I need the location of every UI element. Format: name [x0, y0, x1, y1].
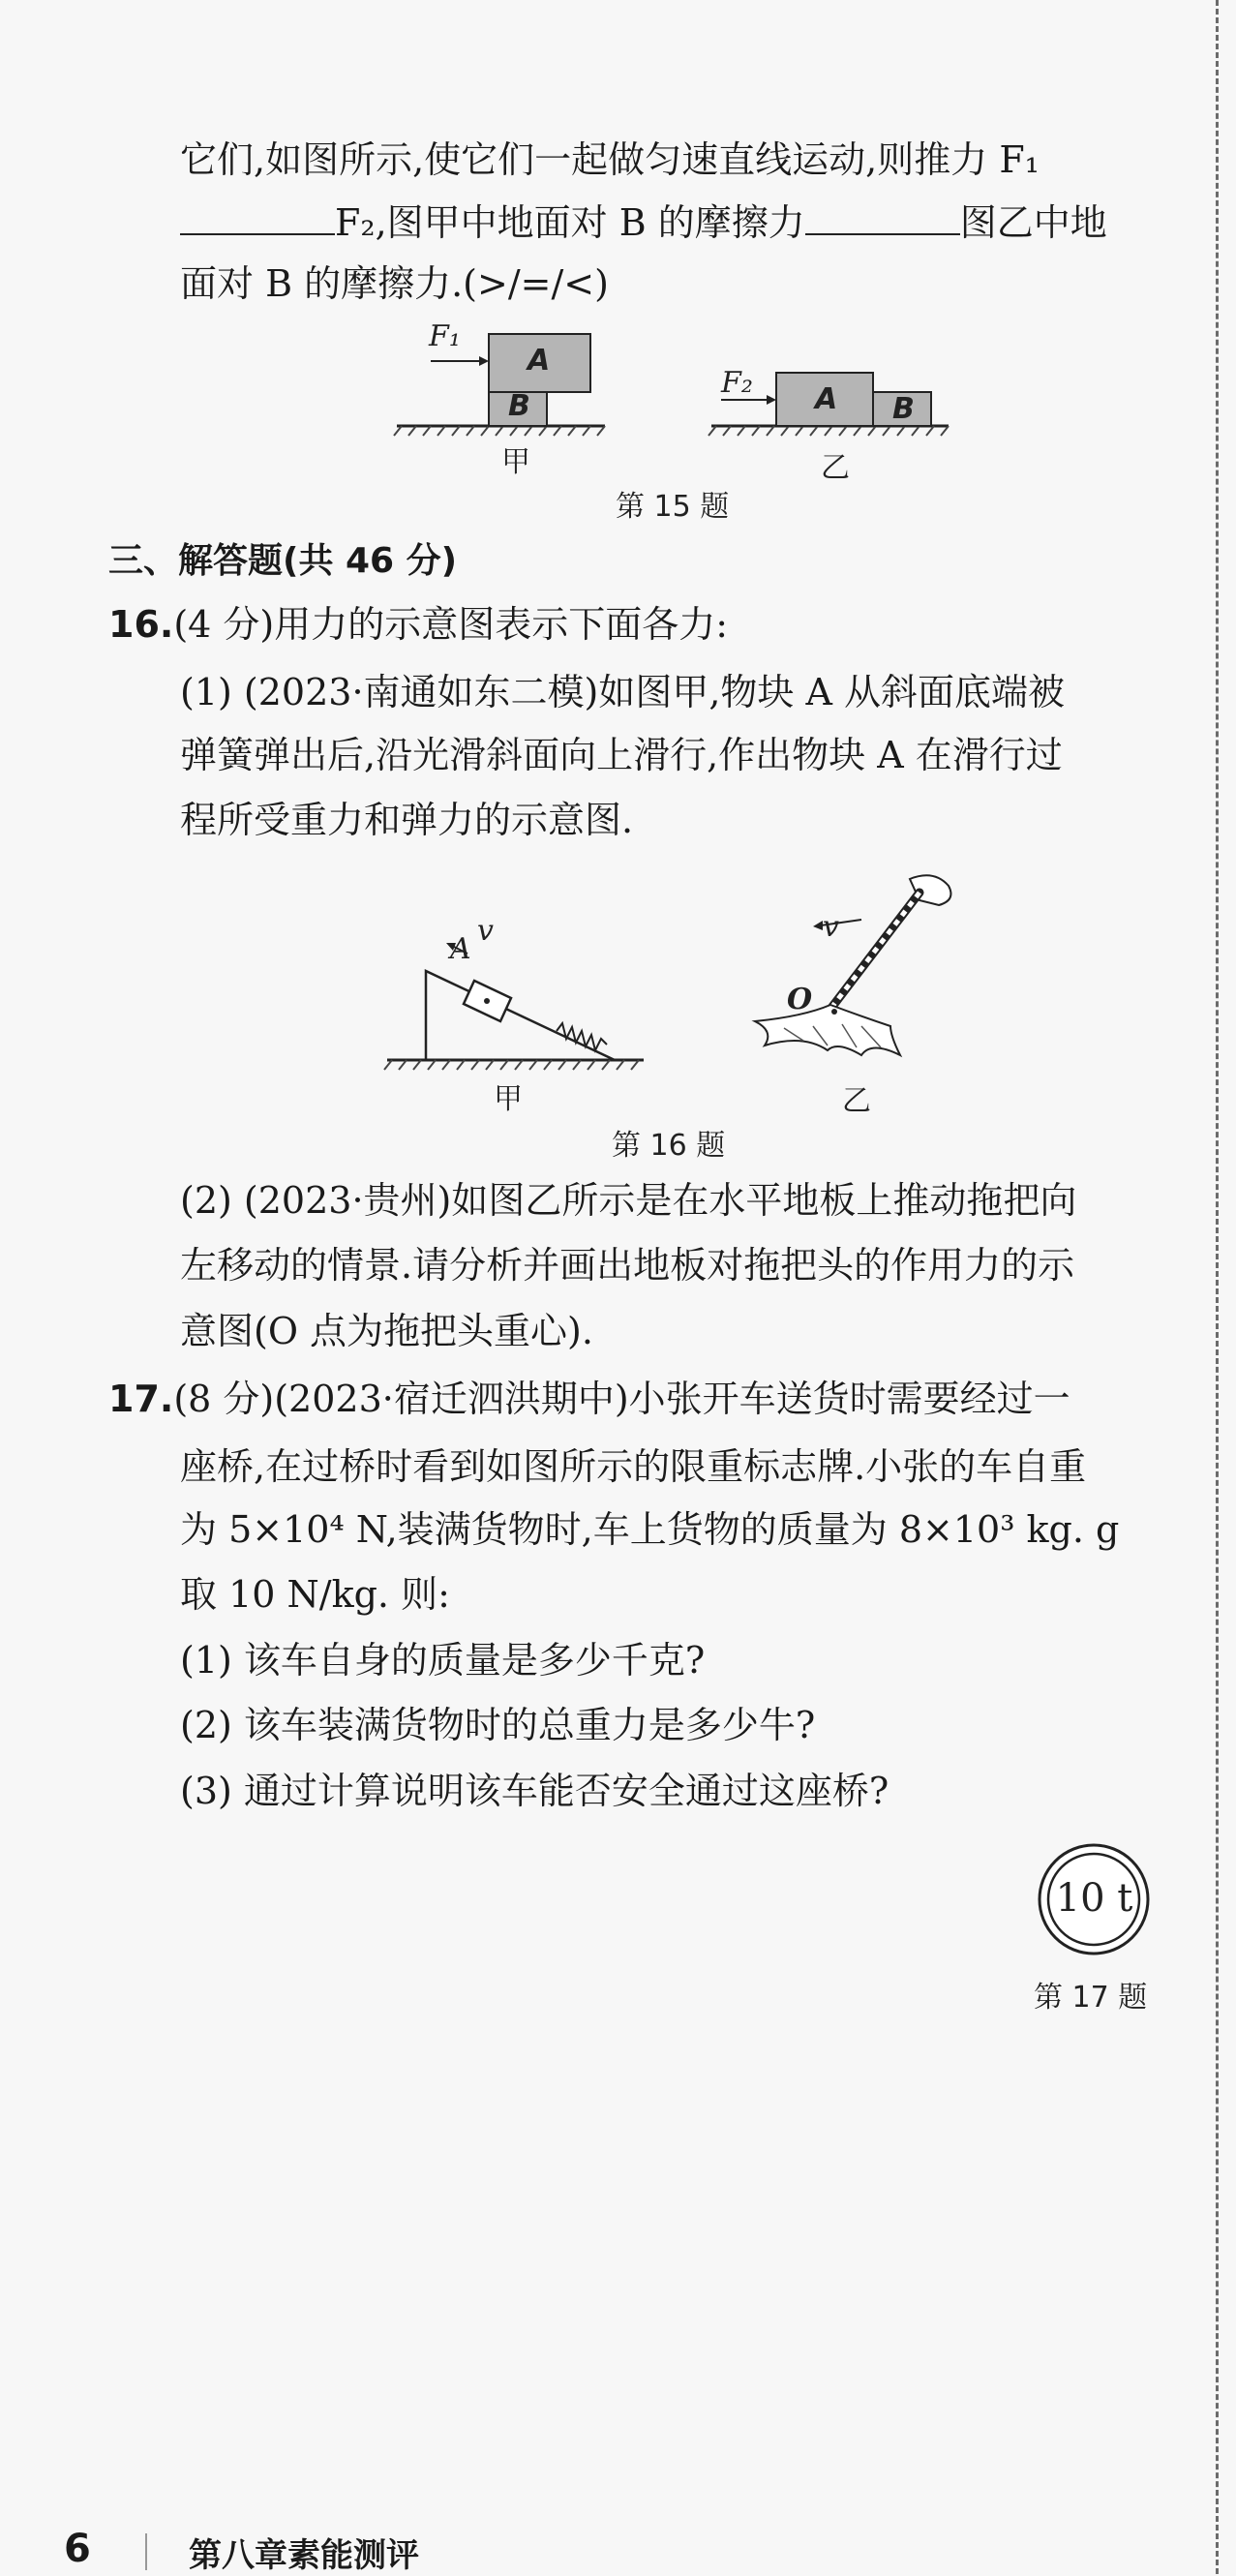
block-b-label: B — [892, 392, 915, 426]
q15-line2-end: 图乙中地 — [959, 201, 1107, 244]
q17-line2: 座桥,在过桥时看到如图所示的限重标志牌.小张的车自重 — [180, 1445, 1087, 1488]
question-number: 17. — [108, 1378, 174, 1420]
footer-divider — [145, 2533, 147, 2570]
figure-15-b-label: 乙 — [821, 451, 850, 485]
figure-16-b-label: 乙 — [842, 1084, 871, 1118]
q16-stem-line — [108, 600, 728, 649]
figure-17-caption: 第 17 题 — [1034, 1981, 1148, 2015]
q16-p1-line3: 程所受重力和弹力的示意图. — [180, 799, 634, 841]
figure-16-caption: 第 16 题 — [612, 1129, 726, 1163]
figure-16-a-label: 甲 — [494, 1082, 523, 1116]
q16-p2-line2: 左移动的情景.请分析并画出地板对拖把头的作用力的示 — [180, 1244, 1075, 1287]
velocity-label: v — [823, 910, 839, 944]
q15-line3: 面对 B 的摩擦力.(>/=/<) — [180, 262, 609, 305]
q16-p1-line1: (1) (2023·南通如东二模)如图甲,物块 A 从斜面底端被 — [180, 671, 1066, 713]
figure-15-caption: 第 15 题 — [616, 490, 730, 524]
q16-p2-line3: 意图(O 点为拖把头重心). — [180, 1310, 593, 1352]
block-b-label: B — [508, 389, 530, 423]
block-a-label: A — [815, 382, 838, 416]
answer-blank-1[interactable] — [180, 200, 335, 235]
q17-line3: 为 5×10⁴ N,装满货物时,车上货物的质量为 8×10³ kg. g — [180, 1508, 1120, 1551]
q17-sub2: (2) 该车装满货物时的总重力是多少牛? — [180, 1704, 816, 1746]
figure-16-a — [382, 915, 648, 1079]
q15-line2-mid: F₂,图甲中地面对 B 的摩擦力 — [335, 201, 805, 244]
mop-head — [755, 1005, 900, 1055]
block-a-label: A — [450, 932, 471, 966]
velocity-label: v — [477, 914, 494, 948]
q15-line2 — [180, 198, 1107, 247]
figure-15-a-label: 甲 — [501, 445, 530, 479]
chapter-title: 第八章素能测评 — [189, 2536, 419, 2575]
q15-line1: 它们,如图所示,使它们一起做匀速直线运动,则推力 F₁ — [180, 138, 1040, 181]
center-o-label: O — [787, 983, 813, 1016]
section-title: 三、解答题(共 46 分) — [108, 541, 458, 581]
q16-p2-line1: (2) (2023·贵州)如图乙所示是在水平地板上推动拖把向 — [180, 1179, 1077, 1222]
question-number: 16. — [108, 603, 174, 646]
force-f1-label: F₁ — [429, 319, 461, 353]
sign-text: 10 t — [1055, 1876, 1133, 1921]
q17-line1 — [108, 1375, 1070, 1423]
q16-stem: (4 分)用力的示意图表示下面各力: — [173, 603, 729, 646]
cut-line — [1216, 0, 1219, 2574]
q17-sub3: (3) 通过计算说明该车能否安全通过这座桥? — [180, 1770, 889, 1812]
q17-line1-text: (8 分)(2023·宿迁泗洪期中)小张开车送货时需要经过一 — [173, 1378, 1070, 1420]
answer-blank-2[interactable] — [805, 200, 960, 235]
figure-16-b — [745, 862, 987, 1075]
page-number: 6 — [64, 2527, 91, 2571]
q16-p1-line2: 弹簧弹出后,沿光滑斜面向上滑行,作出物块 A 在滑行过 — [180, 734, 1063, 776]
q17-sub1: (1) 该车自身的质量是多少千克? — [180, 1639, 706, 1682]
block-a-label: A — [528, 344, 551, 378]
figure-15-a — [387, 324, 610, 489]
q17-line4: 取 10 N/kg. 则: — [180, 1573, 450, 1616]
force-f2-label: F₂ — [721, 366, 753, 400]
